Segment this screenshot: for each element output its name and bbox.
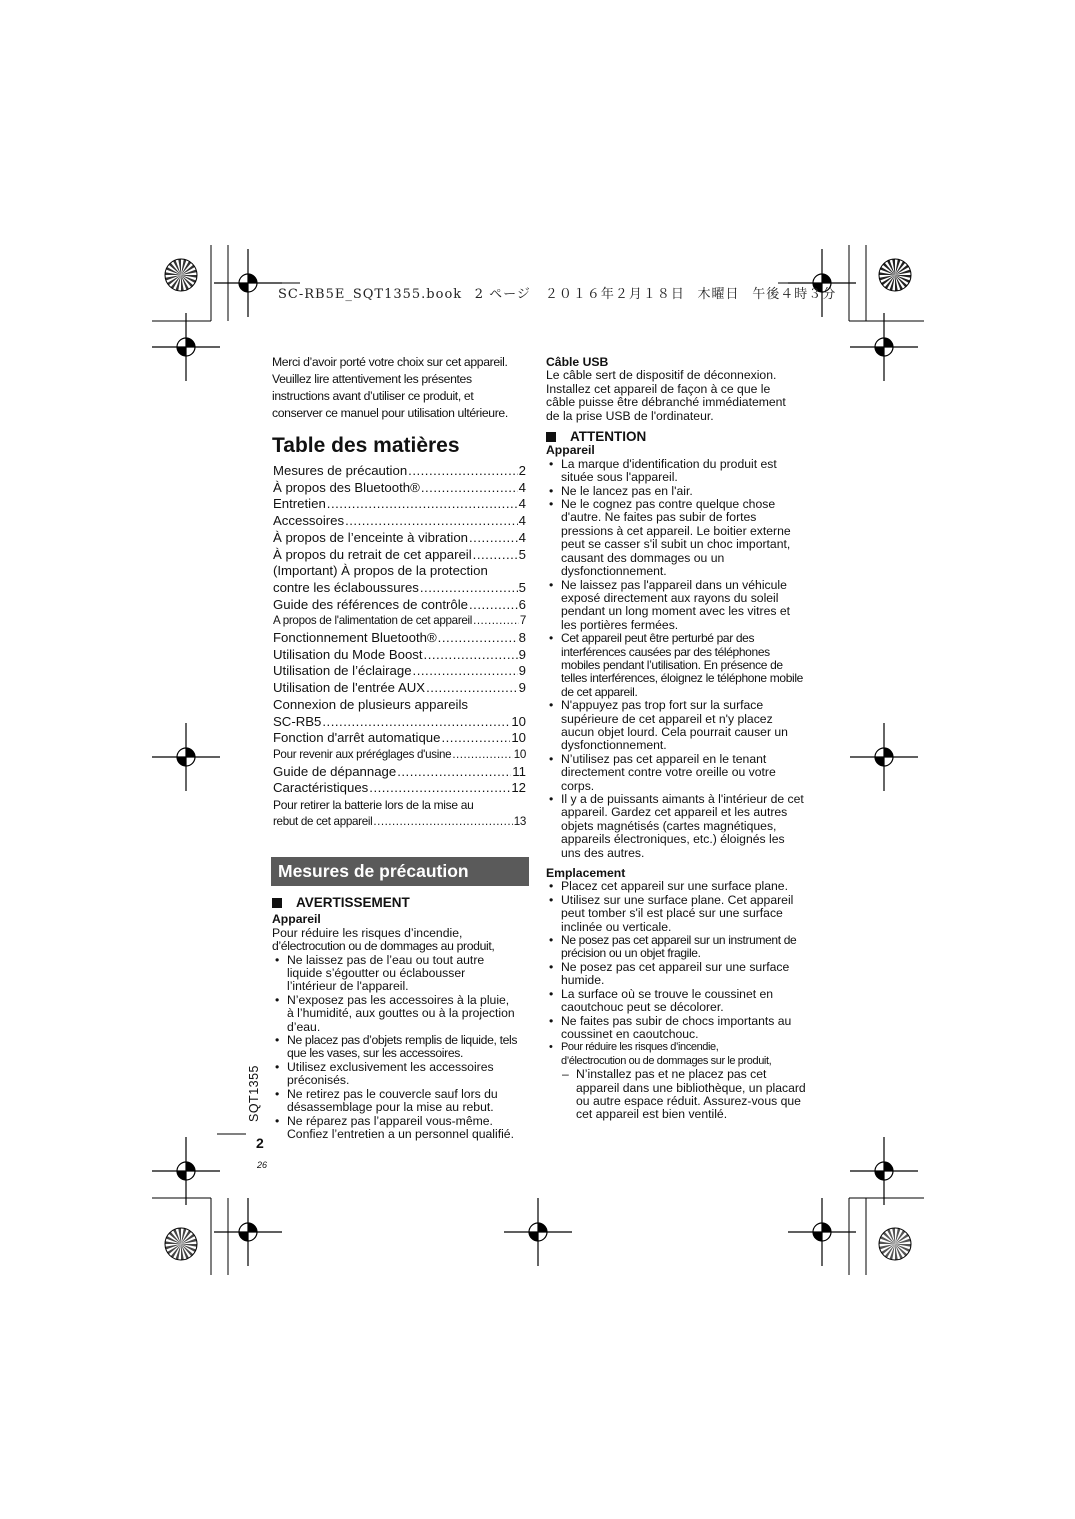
toc-entry-page: 9 xyxy=(518,646,526,662)
list-item: • N’utilisez pas cet appareil en le tenant directement contre votre oreille ou votre corps. xyxy=(546,753,806,793)
crosshair-mark-icon xyxy=(850,1137,918,1205)
toc-entry-page: 11 xyxy=(512,763,526,779)
warning-block xyxy=(272,896,534,1141)
toc-leader-dots xyxy=(322,714,510,731)
toc-entry-label: Utilisation du Mode Boost xyxy=(273,646,423,662)
table-of-contents xyxy=(273,463,526,830)
list-item-line: • Pour réduire les risques d’incendie, xyxy=(561,1041,719,1054)
toc-leader-dots xyxy=(413,663,518,680)
toc-entry xyxy=(273,480,526,497)
toc-entry-page: 10 xyxy=(513,747,526,761)
toc-entry-page: 12 xyxy=(511,780,526,796)
intro-line: Merci d’avoir porté votre choix sur cet appareil. xyxy=(272,355,508,369)
crosshair-mark-icon xyxy=(850,313,918,381)
warning-intro-line: d’électrocution ou de dommages au produit, xyxy=(272,939,495,954)
toc-entry xyxy=(273,513,526,530)
toc-entry-prefix: Connexion de plusieurs appareils xyxy=(273,696,469,712)
toc-entry-label: Caractéristiques xyxy=(273,780,369,796)
toc-entry xyxy=(273,747,526,764)
toc-entry-page: 4 xyxy=(518,479,526,495)
toc-entry-prefix: Pour retirer la batterie lors de la mise au xyxy=(273,798,474,813)
toc-entry xyxy=(273,547,526,564)
toc-leader-dots xyxy=(438,630,518,647)
toc-entry xyxy=(273,730,526,747)
toc-entry-label: Fonctionnement Bluetooth® xyxy=(273,630,437,646)
toc-leader-dots xyxy=(345,513,518,530)
toc-leader-dots xyxy=(473,547,518,564)
toc-entry-label: contre les éclaboussures xyxy=(273,579,419,595)
toc-leader-dots xyxy=(424,647,518,664)
toc-entry-label: Pour revenir aux préréglages d'usine xyxy=(273,747,452,761)
document-code: SQT1355 xyxy=(247,1064,261,1122)
toc-entry xyxy=(273,463,526,480)
square-bullet-icon xyxy=(546,432,556,442)
toc-entry xyxy=(273,530,526,547)
square-bullet-icon xyxy=(272,898,282,908)
list-item xyxy=(546,1041,806,1068)
emplacement-heading: Emplacement xyxy=(546,866,626,881)
list-item: • La surface où se trouve le coussinet en caoutchouc peut se décolorer. xyxy=(546,988,806,1015)
right-column xyxy=(546,356,806,1122)
toc-entry xyxy=(273,613,526,630)
toc-entry xyxy=(273,597,526,614)
toc-entry-page: 6 xyxy=(518,596,526,612)
toc-leader-dots xyxy=(327,496,518,513)
toc-entry-label: Guide de dépannage xyxy=(273,763,397,779)
list-item: • Ne placez pas d’objets remplis de liquide, tels que les vases, sur les accessoires. xyxy=(272,1034,534,1061)
dash-item: – N’installez pas et ne placez pas cet appareil dans une bibliothèque, un placard ou autre espace réduit. Assurez-vous que cet appareil est bien ventilé. xyxy=(561,1068,806,1122)
toc-entry-label: Guide des références de contrôle xyxy=(273,596,468,612)
intro-paragraph xyxy=(272,354,534,422)
toc-entry xyxy=(273,764,526,781)
crosshair-mark-icon xyxy=(152,313,220,381)
toc-entry xyxy=(273,580,526,597)
crosshair-mark-icon xyxy=(152,723,220,791)
intro-line: instructions avant d’utiliser ce produit, et xyxy=(272,389,474,403)
list-item: • Utilisez sur une surface plane. Cet appareil peut tomber s'il est placé sur une surface inclinée ou verticale. xyxy=(546,894,806,934)
list-item: • Utilisez exclusivement les accessoires préconisés. xyxy=(272,1061,534,1088)
warning-intro-line: Pour réduire les risques d’incendie, xyxy=(272,925,463,940)
toc-leader-dots xyxy=(397,764,511,781)
toc-entry-page: 4 xyxy=(518,529,526,545)
list-item: • Il y a de puissants aimants à l'intérieur de cet appareil. Gardez cet appareil et les autres objets magnétisés (cartes magnétiques, appareils électroniques, etc.) éloignés les uns des autres. xyxy=(546,793,806,860)
crosshair-mark-icon xyxy=(504,1198,572,1266)
list-item: • Ne le cognez pas contre quelque chose d'autre. Ne faites pas subir de fortes pressions à cet appareil. Le boitier externe peut se casser s'il subit un choc important, causant des dommages ou un dysfonctionnement. xyxy=(546,498,806,578)
toc-entry-label: A propos de l'alimentation de cet appareil xyxy=(273,614,473,628)
sub-page-number: 26 xyxy=(257,1160,268,1170)
section-title-bar: Mesures de précaution xyxy=(271,857,529,886)
toc-entry xyxy=(273,814,526,831)
toc-entry-page: 5 xyxy=(518,546,526,562)
list-item: • Ne posez pas cet appareil sur un instrument de précision ou un objet fragile. xyxy=(546,934,806,961)
toc-entry-page: 2 xyxy=(518,463,526,478)
warning-heading xyxy=(272,896,534,909)
warning-title: AVERTISSEMENT xyxy=(296,895,410,910)
list-item: • Ne retirez pas le couvercle sauf lors du désassemblage pour la mise au rebut. xyxy=(272,1088,534,1115)
toc-title: Table des matières xyxy=(272,434,460,457)
list-item-line: d’électrocution ou de dommages sur le produit, xyxy=(561,1054,772,1067)
toc-entry-label: Utilisation de l'entrée AUX xyxy=(273,680,426,696)
page-number: 2 xyxy=(256,1135,264,1151)
toc-leader-dots xyxy=(469,597,518,614)
toc-entry xyxy=(273,647,526,664)
list-item: • Ne faites pas subir de chocs importants au coussinet en caoutchouc. xyxy=(546,1015,806,1042)
usb-heading: Câble USB xyxy=(546,355,609,369)
toc-entry-page: 13 xyxy=(513,814,526,828)
crosshair-mark-icon xyxy=(850,723,918,791)
toc-leader-dots xyxy=(426,680,518,697)
crosshair-mark-icon xyxy=(788,1198,856,1266)
toc-entry-page: 4 xyxy=(518,496,526,512)
list-item: • Ne réparez pas l’appareil vous-même. Confiez l’entretien a un personnel qualifié. xyxy=(272,1115,534,1142)
toc-leader-dots xyxy=(452,747,512,764)
intro-line: Veuillez lire attentivement les présentes xyxy=(272,372,472,386)
toc-leader-dots xyxy=(469,530,518,547)
toc-leader-dots xyxy=(369,780,510,797)
toc-entry xyxy=(273,780,526,797)
toc-entry-label: Fonction d'arrêt automatique xyxy=(273,730,441,746)
toc-entry-label: rebut de cet appareil xyxy=(273,814,373,828)
toc-entry-label: Mesures de précaution xyxy=(273,463,408,478)
usb-text: Le câble sert de dispositif de déconnexion. Installez cet appareil de façon à ce que le câble puisse être débranché immédiatement de la prise USB de l'ordinateur. xyxy=(546,368,786,423)
attention-title: ATTENTION xyxy=(570,429,647,445)
toc-entry-label: À propos de l’enceinte à vibration xyxy=(273,529,469,545)
crosshair-mark-icon xyxy=(214,249,282,317)
toc-leader-dots xyxy=(421,480,518,497)
list-item: • Ne posez pas cet appareil sur une surface humide. xyxy=(546,961,806,988)
list-item: • Ne laissez pas l'appareil dans un véhicule exposé directement aux rayons du soleil pendant un long moment avec les vitres et les portières fermées. xyxy=(546,579,806,633)
toc-entry-page: 10 xyxy=(511,713,526,729)
toc-entry-label: Entretien xyxy=(273,496,326,512)
toc-entry-page: 7 xyxy=(519,614,526,628)
toc-entry-page: 4 xyxy=(518,513,526,529)
starburst-target-icon xyxy=(165,259,197,291)
toc-entry xyxy=(273,630,526,647)
toc-entry-page: 9 xyxy=(518,663,526,679)
attention-heading xyxy=(546,430,806,443)
toc-entry-label: À propos du retrait de cet appareil xyxy=(273,546,472,562)
appareil-heading: Appareil xyxy=(546,443,595,458)
list-item: • Cet appareil peut être perturbé par des interférences causées par des téléphones mobiles pendant l’utilisation. En présence de telles interférences, éloignez le téléphone mobile de cet appareil. xyxy=(546,632,806,699)
list-item: • N'appuyez pas trop fort sur la surface supérieure de cet appareil et n'y placez aucun objet lourd. Cela pourrait causer un dysfonctionnement. xyxy=(546,699,806,753)
toc-entry-page: 10 xyxy=(511,730,526,746)
toc-entry-page: 9 xyxy=(518,680,526,696)
crosshair-mark-icon xyxy=(214,1198,282,1266)
toc-leader-dots xyxy=(473,613,519,630)
toc-leader-dots xyxy=(408,463,518,480)
toc-leader-dots xyxy=(441,730,510,747)
toc-entry-page: 5 xyxy=(518,579,526,595)
toc-entry xyxy=(273,663,526,680)
toc-entry-prefix: (Important) À propos de la protection xyxy=(273,563,488,579)
toc-leader-dots xyxy=(420,580,518,597)
starburst-target-icon xyxy=(165,1228,197,1260)
toc-entry-label: SC-RB5 xyxy=(273,713,322,729)
print-file-header: SC-RB5E_SQT1355.book 2 ページ ２０１６年２月１８日 木曜日 午後４時３分 xyxy=(278,287,837,302)
toc-entry-label: Utilisation de l’éclairage xyxy=(273,663,412,679)
toc-leader-dots xyxy=(373,814,512,831)
appareil-heading: Appareil xyxy=(272,912,321,927)
intro-line: conserver ce manuel pour utilisation ultérieure. xyxy=(272,406,508,420)
list-item: • La marque d'identification du produit est située sous l'appareil. xyxy=(546,458,806,485)
list-item: • Ne laissez pas de l’eau ou tout autre liquide s’égoutter ou éclabousser l’intérieur de l'appareil. xyxy=(272,954,534,994)
toc-entry xyxy=(273,680,526,697)
list-item: • N’exposez pas les accessoires à la pluie, à l’humidité, aux gouttes ou à la projection d’eau. xyxy=(272,994,534,1034)
starburst-target-icon xyxy=(879,1228,911,1260)
crosshair-mark-icon xyxy=(152,1137,220,1205)
toc-entry xyxy=(273,714,526,731)
starburst-target-icon xyxy=(879,259,911,291)
toc-entry-page: 8 xyxy=(518,630,526,646)
toc-entry-label: À propos des Bluetooth® xyxy=(273,479,420,495)
list-item: • Placez cet appareil sur une surface plane. xyxy=(546,880,806,893)
toc-entry xyxy=(273,496,526,513)
toc-entry-label: Accessoires xyxy=(273,513,345,529)
list-item: • Ne le lancez pas en l'air. xyxy=(546,485,806,498)
